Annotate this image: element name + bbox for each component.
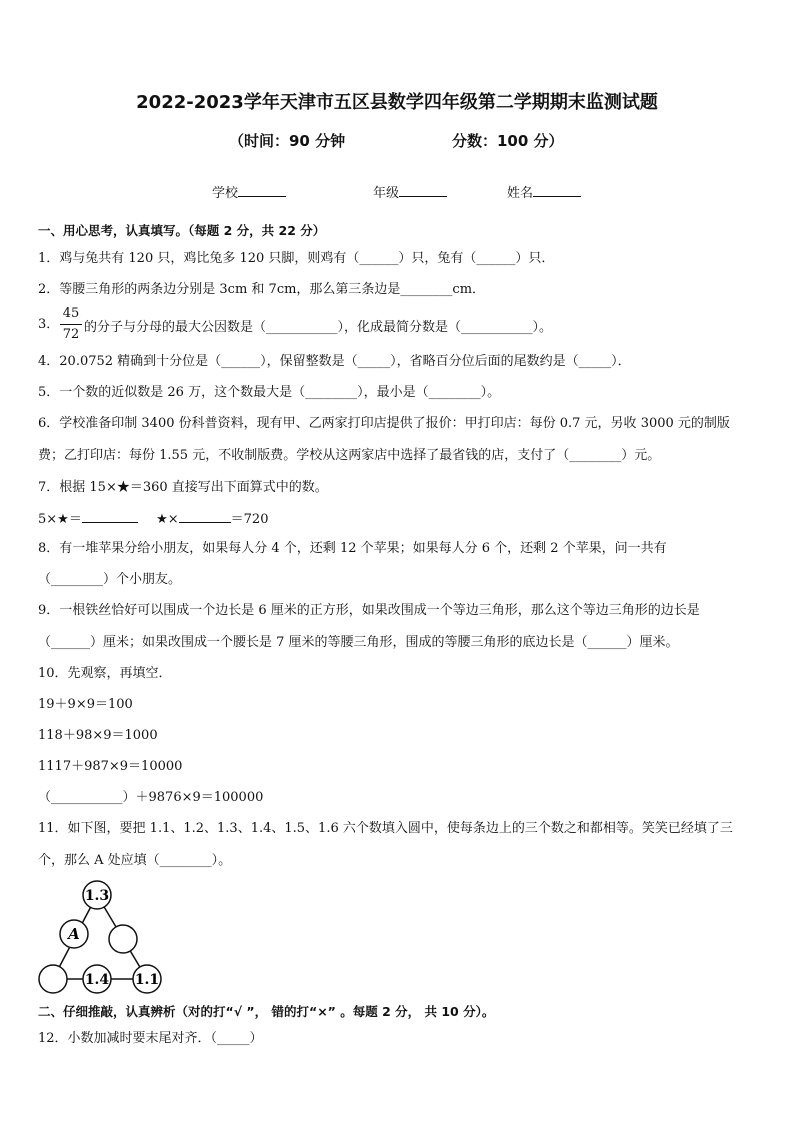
circle-bottom-left[interactable]: [39, 965, 67, 993]
section1-heading: 一、用心思考，认真填写。（每题 2 分，共 22 分）: [38, 223, 326, 238]
grade-label: 年级: [373, 186, 400, 201]
question-8-line-1: 8．有一堆苹果分给小朋友，如果每人分 4 个，还剩 12 个苹果；如果每人分 6 个，还剩 2 个苹果，问一共有: [38, 541, 667, 556]
name-blank[interactable]: [533, 184, 581, 197]
question-8-line-2: （________）个小朋友。: [38, 572, 182, 587]
question-10: 10．先观察，再填空．: [38, 666, 172, 681]
school-field: [212, 182, 286, 201]
label-top: 1.3: [84, 888, 110, 904]
question-10-row-c: 1117＋987×9＝10000: [38, 759, 183, 774]
fraction-numerator: 45: [62, 306, 80, 321]
question-3-fraction: [60, 306, 82, 343]
question-7-item-b: ★×: [156, 512, 179, 527]
label-bottom-right: 1.1: [134, 972, 160, 988]
question-9-line-1: 9．一根铁丝恰好可以围成一个边长是 6 厘米的正方形，如果改围成一个等边三角形，那么这个等边三角形的边长是: [38, 603, 700, 618]
question-6-line-2: 费；乙打印店：每份 1.55 元，不收制版费。学校从这两家店中选择了最省钱的店，支付了（________）元。: [38, 448, 661, 463]
question-11-line-1: 11．如下图，要把 1.1、1.2、1.3、1.4、1.5、1.6 六个数填入圆中，使每条边上的三个数之和都相等。笑笑已经填了三: [38, 821, 733, 836]
question-3-number: 3．: [38, 317, 60, 332]
question-1: 1．鸡与兔共有 120 只，鸡比兔多 120 只脚，则鸡有（______）只，兔有（______）只．: [38, 251, 555, 266]
circle-right-mid[interactable]: [109, 925, 137, 953]
school-blank[interactable]: [238, 184, 286, 197]
question-10-row-b: 118＋98×9＝1000: [38, 728, 158, 743]
grade-blank[interactable]: [399, 184, 447, 197]
question-9-line-2: （______）厘米；如果改围成一个腰长是 7 厘米的等腰三角形，围成的等腰三角形的底边长是（______）厘米。: [38, 635, 679, 650]
question-7-item-a: 5×★＝: [38, 512, 82, 527]
label-bottom-mid: 1.4: [84, 972, 110, 988]
question-10-row-a: 19＋9×9＝100: [38, 697, 133, 712]
time-limit: （时间：90 分钟: [229, 132, 346, 150]
question-12: 12．小数加减时要末尾对齐．（_____）: [38, 1031, 263, 1046]
question-7-blank-b[interactable]: [179, 510, 231, 523]
name-field: [507, 182, 581, 201]
label-left-mid: A: [68, 925, 80, 943]
question-10-row-d: （___________）＋9876×9＝100000: [38, 790, 264, 805]
section2-heading: 二、仔细推敲，认真辨析（对的打“√ ”， 错的打“×” 。每题 2 分， 共 10 分）。: [38, 1004, 495, 1019]
question-2: 2．等腰三角形的两条边分别是 3cm 和 7cm，那么第三条边是________cm．: [38, 282, 486, 297]
question-5: 5．一个数的近似数是 26 万，这个数最大是（________），最小是（________）。: [38, 385, 501, 400]
question-7-items: [38, 510, 268, 529]
triangle-circle-figure: [34, 878, 164, 1000]
question-6-line-1: 6．学校准备印制 3400 份科普资料，现有甲、乙两家打印店提供了报价：甲打印店：每份 0.7 元，另收 3000 元的制版: [38, 416, 730, 431]
page-title: 2022-2023学年天津市五区县数学四年级第二学期期末监测试题: [136, 92, 658, 113]
school-label: 学校: [212, 186, 239, 201]
name-label: 姓名: [507, 186, 534, 201]
grade-field: [373, 182, 447, 201]
question-3-text: 的分子与分母的最大公因数是（___________），化成最简分数是（___________）。: [84, 320, 553, 335]
fraction-bar: [60, 324, 82, 325]
question-7-blank-a[interactable]: [82, 510, 138, 523]
question-7-item-b-tail: ＝720: [230, 512, 269, 527]
question-4: 4．20.0752 精确到十分位是（______），保留整数是（_____），省略百分位后面的尾数约是（_____）．: [38, 354, 631, 369]
question-11-line-2: 个，那么 A 处应填（________）。: [38, 853, 232, 868]
total-score: 分数：100 分）: [452, 132, 564, 150]
question-7: 7．根据 15×★＝360 直接写出下面算式中的数。: [38, 480, 328, 495]
fraction-denominator: 72: [62, 327, 80, 342]
